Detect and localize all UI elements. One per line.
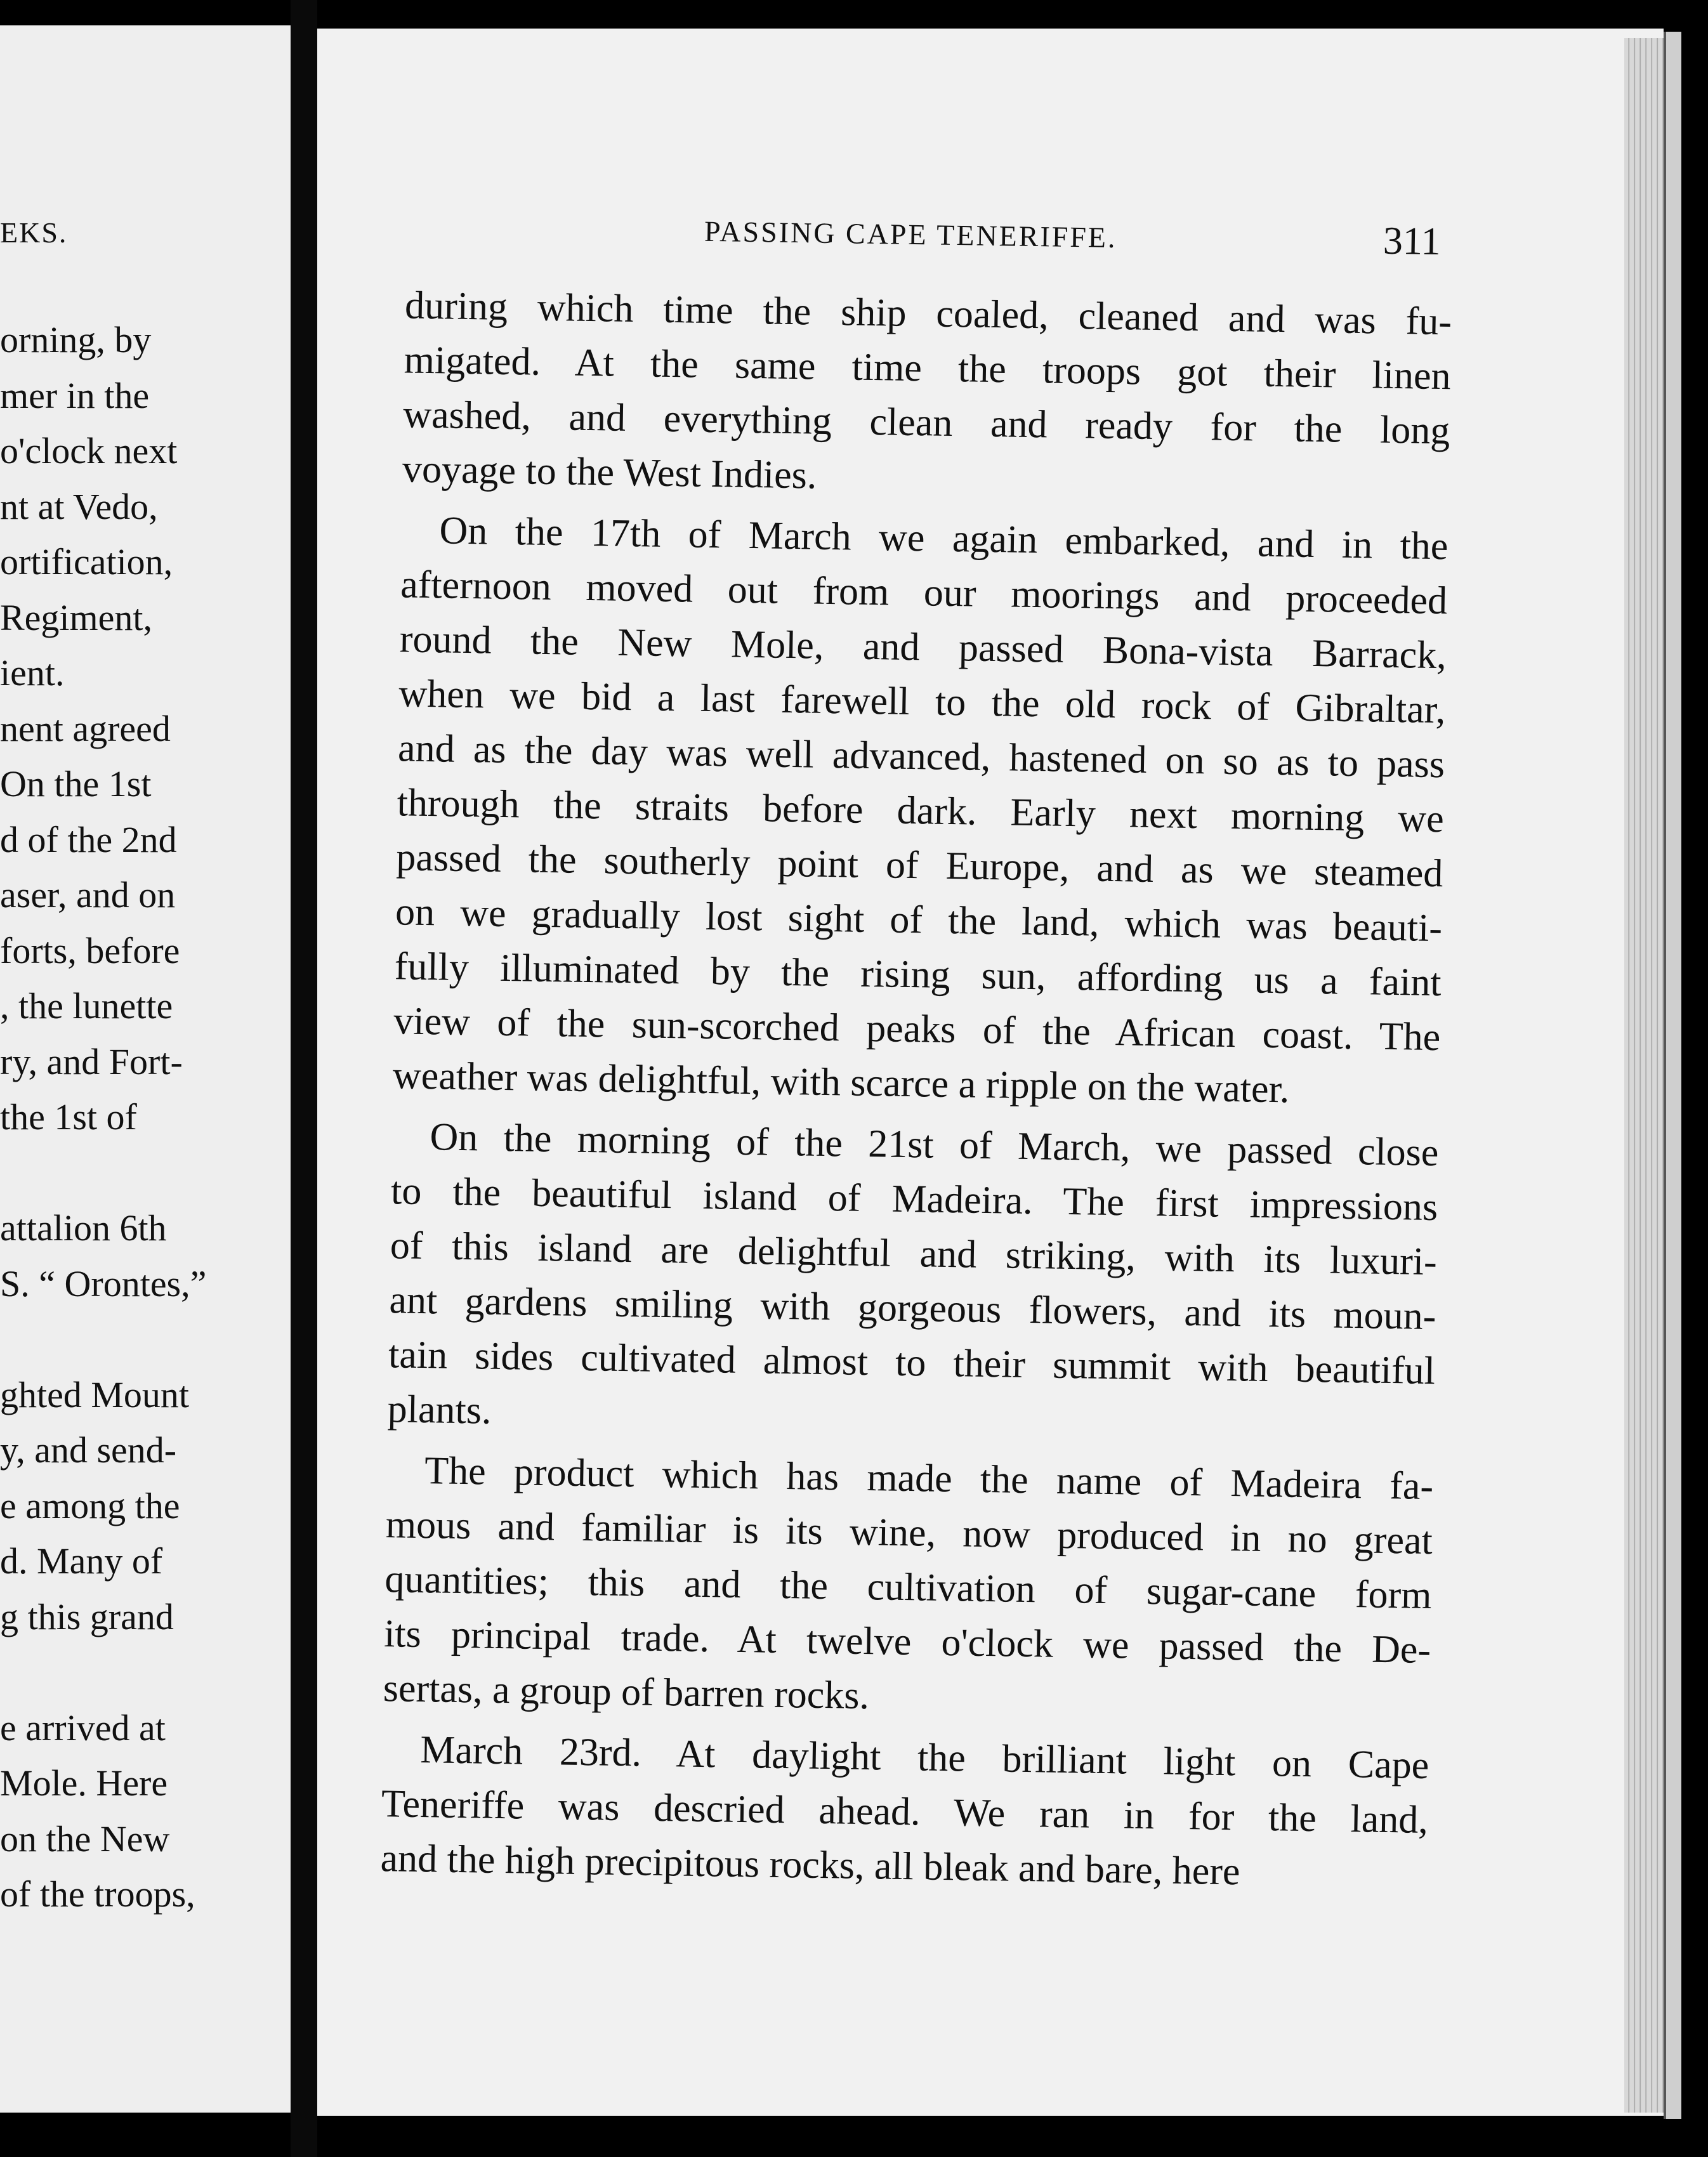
book-cover-edge: [1664, 32, 1681, 2119]
left-page-line: the 1st of: [0, 1096, 137, 1138]
left-page-line: e arrived at: [0, 1707, 166, 1748]
left-page-line: ient.: [0, 652, 65, 693]
body-line: view of the sun-scorched peaks of the African coast. The: [393, 999, 1441, 1059]
body-line: afternoon moved out from our moorings and proceeded: [400, 563, 1448, 623]
left-page-line: ortification,: [0, 541, 173, 582]
body-line: of this island are delightful and striking, with its luxuri-: [390, 1224, 1438, 1284]
body-line: weather was delightful, with scarce a ripple on the water.: [392, 1054, 1290, 1111]
page-fore-edge: [1624, 38, 1664, 2113]
left-page-line: orning, by: [0, 319, 152, 360]
body-line: and as the day was well advanced, hastened on so as to pass: [397, 726, 1445, 787]
left-page-line: ry, and Fort-: [0, 1040, 183, 1082]
body-line: round the New Mole, and passed Bona-vista Barrack,: [399, 617, 1447, 678]
left-page-line: On the 1st: [0, 763, 152, 804]
body-line: and the high precipitous rocks, all bleak and bare, here: [380, 1837, 1240, 1894]
left-page-line: nt at Vedo,: [0, 485, 158, 527]
left-page-line: aser, and on: [0, 874, 176, 915]
body-line: migated. At the same time the troops got their linen: [404, 338, 1452, 398]
left-page-line: nent agreed: [0, 707, 171, 749]
body-line: ant gardens smiling with gorgeous flowers, and its moun-: [389, 1278, 1436, 1339]
body-line: The product which has made the name of Madeira fa-: [424, 1449, 1434, 1509]
body-line: On the 17th of March we again embarked, and in the: [439, 509, 1449, 568]
left-page-line: on the New: [0, 1818, 170, 1859]
left-page-line: e among the: [0, 1485, 180, 1526]
book-gutter: [291, 0, 317, 2157]
left-running-head: EKS.: [0, 216, 68, 249]
body-line: sertas, a group of barren rocks.: [383, 1667, 870, 1718]
body-line: during which time the ship coaled, cleaned and was fu-: [404, 284, 1452, 344]
left-page-line: d. Many of: [0, 1540, 163, 1582]
left-page-line: forts, before: [0, 929, 180, 971]
body-line: through the straits before dark. Early next morning we: [397, 781, 1445, 841]
body-line: On the morning of the 21st of March, we passed close: [430, 1115, 1439, 1175]
left-page-line: S. “ Orontes,”: [0, 1262, 207, 1304]
body-line: plants.: [387, 1387, 492, 1433]
body-line: March 23rd. At daylight the brilliant light on Cape: [419, 1728, 1429, 1788]
left-page-line: o'clock next: [0, 430, 178, 471]
body-line: mous and familiar is its wine, now produced in no great: [385, 1503, 1433, 1563]
body-line: to the beautiful island of Madeira. The first impressions: [390, 1169, 1438, 1229]
running-head: PASSING CAPE TENERIFFE.: [704, 214, 1117, 254]
left-page-line: g this grand: [0, 1596, 174, 1637]
left-page-line: of the troops,: [0, 1873, 195, 1915]
left-page-line: d of the 2nd: [0, 818, 177, 860]
body-line: passed the southerly point of Europe, and as we steamed: [395, 836, 1443, 896]
left-page-line: , the lunette: [0, 985, 173, 1026]
body-line: quantities; this and the cultivation of sugar-cane form: [384, 1557, 1432, 1618]
body-line: Teneriffe was descried ahead. We ran in for the land,: [381, 1782, 1429, 1842]
left-page-line: Mole. Here: [0, 1762, 168, 1804]
left-page-line: attalion 6th: [0, 1207, 167, 1249]
left-page-line: ghted Mount: [0, 1374, 190, 1415]
body-line: fully illuminated by the rising sun, affording us a faint: [394, 945, 1442, 1005]
body-line: on we gradually lost sight of the land, which was beauti-: [395, 890, 1443, 950]
body-line: its principal trade. At twelve o'clock we passed the De-: [383, 1612, 1431, 1672]
left-page-line: y, and send-: [0, 1429, 177, 1471]
right-page: [317, 29, 1664, 2116]
left-page-line: Regiment,: [0, 596, 153, 638]
body-line: voyage to the West Indies.: [402, 447, 817, 497]
page-number: 311: [1383, 219, 1442, 264]
page-content: [317, 29, 1664, 2116]
body-line: tain sides cultivated almost to their summit with beautiful: [388, 1333, 1436, 1393]
body-line: when we bid a last farewell to the old rock of Gibraltar,: [398, 672, 1446, 732]
left-page-line: mer in the: [0, 374, 150, 416]
left-page: [0, 25, 291, 2113]
body-line: washed, and everything clean and ready for the long: [402, 393, 1450, 453]
